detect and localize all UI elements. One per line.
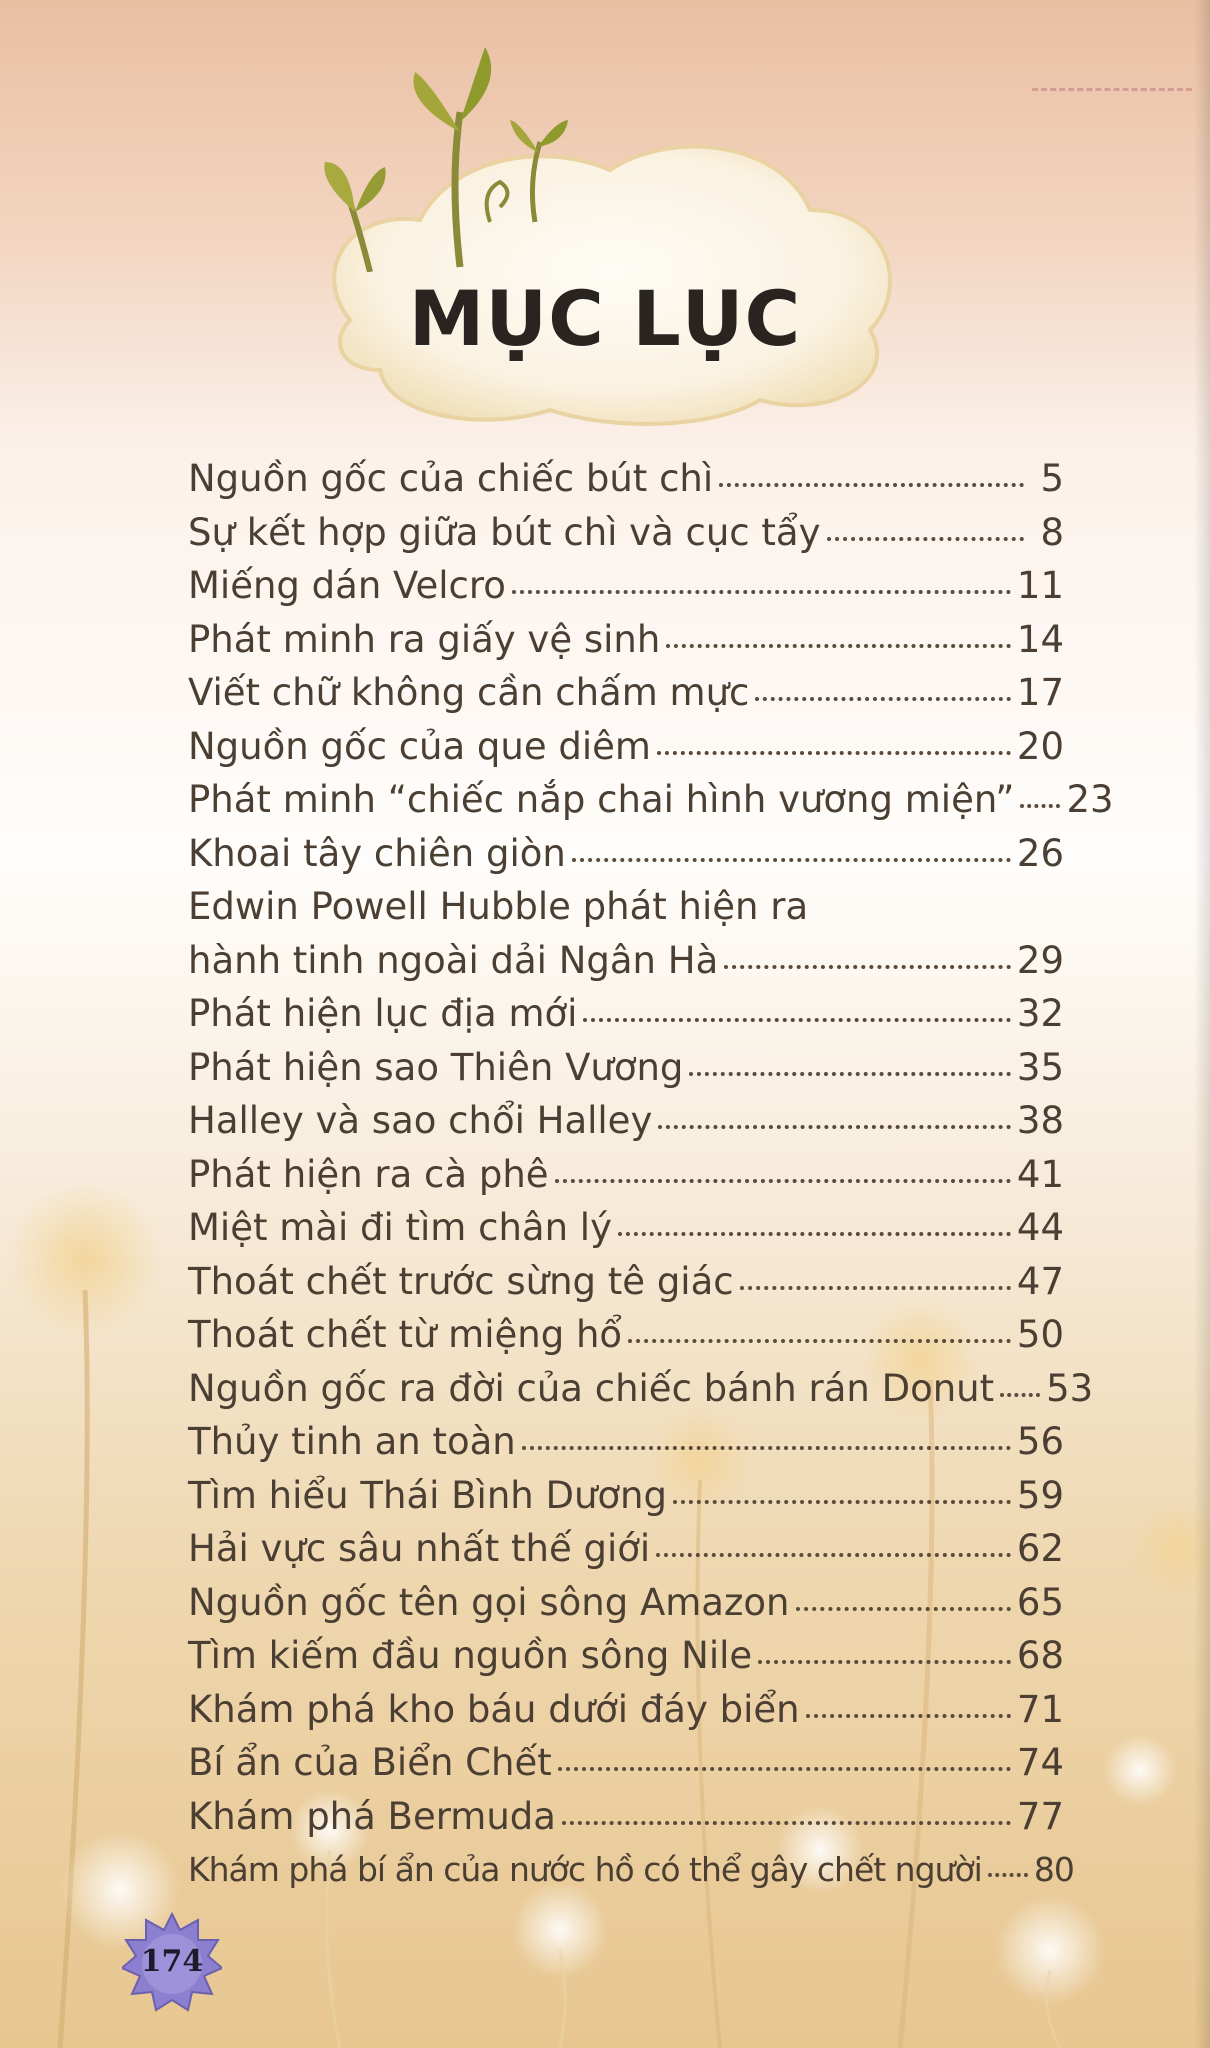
toc-entry-page: 41 <box>1016 1152 1064 1196</box>
dot-leader <box>755 687 1011 701</box>
dashed-mark <box>1032 88 1192 99</box>
toc-entry-title: Phát minh ra giấy vệ sinh <box>188 617 661 661</box>
toc-entry <box>188 1843 1074 1897</box>
toc-entry-title: Phát hiện sao Thiên Vương <box>188 1045 684 1089</box>
toc-entry-page: 5 <box>1040 457 1064 500</box>
toc-entry <box>188 452 1064 506</box>
toc-entry <box>188 613 1064 667</box>
toc-entry-title-line2: hành tinh ngoài dải Ngân Hà <box>188 938 719 982</box>
dot-leader <box>522 1436 1011 1450</box>
toc-entry <box>188 1201 1064 1255</box>
dot-leader <box>656 1543 1011 1557</box>
toc-entry-title: Viết chữ không cần chấm mực <box>188 671 750 714</box>
toc-entry-page: 11 <box>1016 564 1064 607</box>
toc-entry-page: 59 <box>1016 1473 1064 1517</box>
dot-leader <box>618 1222 1011 1236</box>
toc-entry-page: 35 <box>1016 1045 1064 1089</box>
dot-leader <box>512 580 1011 594</box>
toc-entry <box>188 666 1064 720</box>
dot-leader <box>562 1811 1011 1825</box>
toc-entry-page: 56 <box>1016 1420 1064 1463</box>
toc-entry-page: 71 <box>1016 1687 1064 1731</box>
dot-leader <box>719 473 1024 487</box>
toc-entry <box>188 1415 1064 1469</box>
toc-entry-page: 77 <box>1016 1794 1064 1838</box>
toc-entry <box>188 1683 1064 1737</box>
dot-leader <box>1000 1383 1040 1397</box>
toc-entry-title: Thoát chết trước sừng tê giác <box>188 1259 734 1303</box>
toc-entry-title: Khoai tây chiên giòn <box>188 831 566 875</box>
toc-entry-title: Phát minh “chiếc nắp chai hình vương miện” <box>188 778 1015 821</box>
toc-entry-title: Bí ẩn của Biển Chết <box>188 1741 552 1784</box>
dot-leader <box>583 1008 1011 1022</box>
toc-entry-title: Thủy tinh an toàn <box>188 1420 516 1463</box>
toc-entry <box>188 1148 1064 1202</box>
toc-entry <box>188 1736 1064 1790</box>
toc-entry <box>188 827 1064 881</box>
toc-entry <box>188 506 1064 560</box>
toc-entry-title: Miếng dán Velcro <box>188 564 506 607</box>
toc-entry-page: 20 <box>1016 724 1064 768</box>
dot-leader <box>796 1597 1011 1611</box>
toc-entry <box>188 1308 1064 1362</box>
toc-entry-title: Phát hiện lục địa mới <box>188 992 578 1035</box>
sprout-icon <box>310 42 610 272</box>
toc-entry-page: 17 <box>1016 671 1064 714</box>
toc-entry-title-line1: Edwin Powell Hubble phát hiện ra <box>188 885 809 928</box>
toc-entry-page: 65 <box>1016 1580 1064 1624</box>
dot-leader <box>555 1169 1011 1183</box>
dot-leader <box>689 1062 1011 1076</box>
toc-entry-page: 26 <box>1016 831 1064 875</box>
toc-entry-line2 <box>188 934 1064 988</box>
toc-entry-title: Hải vực sâu nhất thế giới <box>188 1527 651 1570</box>
toc-entry-page: 53 <box>1046 1366 1094 1410</box>
dot-leader <box>724 955 1011 969</box>
toc-entry-page: 32 <box>1016 992 1064 1035</box>
toc-entry <box>188 773 1114 827</box>
toc-entry-page: 80 <box>1033 1850 1074 1889</box>
toc-entry-page: 74 <box>1016 1741 1064 1784</box>
toc-entry-title: Khám phá Bermuda <box>188 1794 556 1838</box>
toc-entry-title: Khám phá bí ẩn của nước hồ có thể gây chết người <box>188 1850 982 1889</box>
toc-entry-title: Halley và sao chổi Halley <box>188 1099 653 1142</box>
toc-entry-page: 47 <box>1016 1259 1064 1303</box>
dot-leader <box>657 741 1011 755</box>
toc-entry <box>188 1790 1064 1844</box>
dot-leader <box>806 1704 1011 1718</box>
toc-entry <box>188 880 1064 987</box>
toc-entry-page: 44 <box>1016 1206 1064 1249</box>
toc-entry <box>188 987 1064 1041</box>
toc-entry-page: 23 <box>1066 778 1114 821</box>
toc-entry-title: Nguồn gốc tên gọi sông Amazon <box>188 1580 790 1624</box>
toc-entry <box>188 1629 1064 1683</box>
dot-leader <box>572 848 1011 862</box>
toc-entry-page: 62 <box>1016 1527 1064 1570</box>
toc-entry <box>188 1469 1064 1523</box>
toc-entry-title: Tìm hiểu Thái Bình Dương <box>188 1473 667 1517</box>
toc-entry-title: Phát hiện ra cà phê <box>188 1152 549 1196</box>
dot-leader <box>666 634 1011 648</box>
toc-entry-title: Nguồn gốc của que diêm <box>188 724 651 768</box>
toc-entry-title: Thoát chết từ miệng hổ <box>188 1313 623 1356</box>
toc-entry <box>188 1041 1064 1095</box>
toc-entry <box>188 1094 1064 1148</box>
toc-entry <box>188 1522 1064 1576</box>
toc-entry <box>188 1362 1094 1416</box>
toc-entry-page: 29 <box>1016 938 1064 982</box>
toc-entry-page: 38 <box>1016 1099 1064 1142</box>
toc-entry-page: 50 <box>1016 1313 1064 1356</box>
toc-entry-page: 8 <box>1040 510 1064 554</box>
toc-entry-title: Nguồn gốc ra đời của chiếc bánh rán Donut <box>188 1366 995 1410</box>
toc-entry-page: 14 <box>1016 617 1064 661</box>
toc-entry <box>188 1255 1064 1309</box>
dot-leader <box>658 1115 1011 1129</box>
toc-entry-title: Miệt mài đi tìm chân lý <box>188 1206 612 1249</box>
toc-entry-title: Tìm kiếm đầu nguồn sông Nile <box>188 1634 753 1677</box>
page-number: 174 <box>140 1944 204 1979</box>
dot-leader <box>1020 794 1060 808</box>
toc-entry <box>188 559 1064 613</box>
page-title: MỤC LỤC <box>408 274 802 363</box>
toc-entry-page: 68 <box>1016 1634 1064 1677</box>
toc-entry <box>188 1576 1064 1630</box>
dot-leader <box>740 1276 1011 1290</box>
dot-leader <box>827 527 1025 541</box>
dot-leader <box>628 1329 1011 1343</box>
toc-entry-title: Khám phá kho báu dưới đáy biển <box>188 1687 800 1731</box>
toc-entry-title: Nguồn gốc của chiếc bút chì <box>188 457 714 500</box>
dot-leader <box>988 1863 1028 1877</box>
dot-leader <box>758 1650 1011 1664</box>
toc-entry <box>188 720 1064 774</box>
toc-entry-title: Sự kết hợp giữa bút chì và cục tẩy <box>188 510 821 554</box>
dot-leader <box>673 1490 1011 1504</box>
dot-leader <box>558 1757 1011 1771</box>
table-of-contents <box>188 452 1114 1897</box>
